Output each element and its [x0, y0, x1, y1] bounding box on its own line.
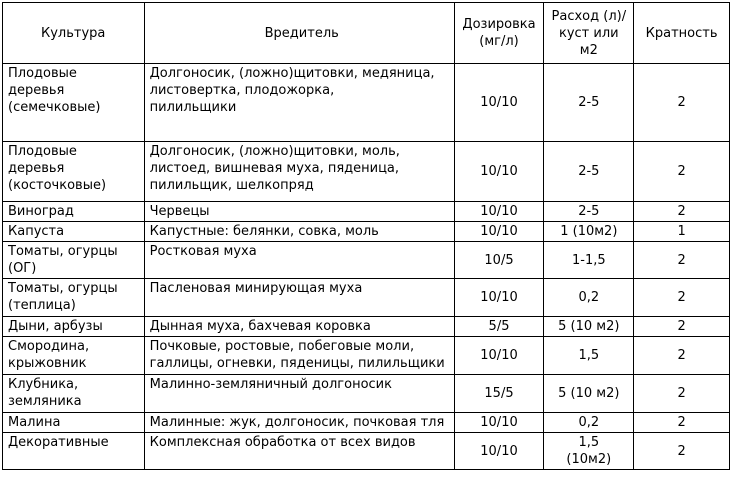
cell-pest [144, 142, 454, 202]
cell-culture-line: Смородина, [8, 339, 90, 354]
table-row [3, 242, 730, 279]
cell-consumption-line: 1 (10м2) [560, 224, 618, 239]
cell-frequency: 2 [634, 337, 730, 375]
cell-consumption [544, 433, 634, 470]
cell-pest-line: пилильщики [149, 100, 237, 115]
cell-dose: 10/10 [454, 64, 544, 142]
cell-culture [3, 64, 145, 142]
cell-culture-line: Плодовые [8, 144, 77, 159]
cell-pest [144, 337, 454, 375]
cell-consumption [544, 279, 634, 317]
cell-culture-line: (косточковые) [8, 178, 107, 193]
cell-dose: 10/10 [454, 433, 544, 470]
cell-culture [3, 222, 145, 242]
cell-dose: 10/10 [454, 142, 544, 202]
cell-culture-line: Клубника, [8, 377, 79, 392]
cell-pest-line: Дынная муха, бахчевая коровка [149, 319, 371, 334]
cell-pest-line: Долгоносик, (ложно)щитовки, моль, [149, 144, 400, 159]
header-dose-line: (мг/л) [479, 34, 519, 49]
table-row [3, 64, 730, 142]
cell-consumption [544, 413, 634, 433]
cell-consumption [544, 202, 634, 222]
cell-consumption-line: 5 (10 м2) [558, 386, 620, 401]
cell-culture-line: земляника [8, 394, 82, 409]
cell-dose: 10/10 [454, 337, 544, 375]
cell-culture-line: Капуста [8, 224, 65, 239]
cell-consumption-line: 2-5 [578, 204, 600, 219]
cell-consumption-line: 1,5 [578, 435, 600, 450]
cell-pest-line: пилильщик, шелкопряд [149, 178, 314, 193]
table-row [3, 317, 730, 337]
cell-pest-line: Комплексная обработка от всех видов [149, 435, 416, 450]
pesticide-table [2, 2, 730, 470]
cell-dose: 5/5 [454, 317, 544, 337]
cell-consumption-line: 0,2 [578, 415, 600, 430]
cell-culture-line: Томаты, огурцы [8, 281, 118, 296]
cell-culture [3, 142, 145, 202]
cell-consumption [544, 317, 634, 337]
header-frequency: Кратность [634, 3, 730, 64]
cell-culture-line: крыжовник [8, 356, 87, 371]
table-row [3, 337, 730, 375]
cell-consumption-line: 5 (10 м2) [558, 319, 620, 334]
table-header [3, 3, 730, 64]
cell-consumption [544, 337, 634, 375]
header-dose [454, 3, 544, 64]
cell-pest [144, 242, 454, 279]
cell-dose: 10/10 [454, 279, 544, 317]
header-consumption-line: или м2 [579, 25, 619, 58]
cell-culture-line: деревья [8, 161, 65, 176]
cell-dose: 10/10 [454, 222, 544, 242]
cell-frequency: 2 [634, 279, 730, 317]
cell-pest-line: листоед, вишневая муха, пяденица, [149, 161, 400, 176]
cell-dose: 10/5 [454, 242, 544, 279]
cell-pest-line: галлицы, огневки, пяденицы, пилильщики [149, 356, 445, 371]
cell-frequency: 2 [634, 375, 730, 413]
cell-culture [3, 202, 145, 222]
cell-dose: 10/10 [454, 202, 544, 222]
cell-consumption [544, 142, 634, 202]
cell-culture-line: Малина [8, 415, 61, 430]
cell-culture-line: деревья [8, 83, 65, 98]
cell-pest [144, 279, 454, 317]
cell-consumption-line: (10м2) [566, 452, 612, 467]
cell-pest [144, 64, 454, 142]
cell-consumption [544, 222, 634, 242]
header-pest: Вредитель [144, 3, 454, 64]
cell-consumption [544, 242, 634, 279]
cell-culture-line: Томаты, огурцы [8, 244, 118, 259]
cell-consumption [544, 64, 634, 142]
cell-pest [144, 433, 454, 470]
cell-frequency: 2 [634, 413, 730, 433]
cell-pest [144, 413, 454, 433]
header-dose-line: Дозировка [462, 17, 536, 32]
cell-pest [144, 375, 454, 413]
cell-pest [144, 202, 454, 222]
cell-consumption [544, 375, 634, 413]
cell-pest-line: Червецы [149, 204, 210, 219]
cell-pest [144, 317, 454, 337]
cell-culture [3, 337, 145, 375]
cell-frequency: 2 [634, 202, 730, 222]
cell-consumption-line: 2-5 [578, 164, 600, 179]
cell-dose: 15/5 [454, 375, 544, 413]
cell-pest [144, 222, 454, 242]
cell-frequency: 2 [634, 317, 730, 337]
cell-frequency: 1 [634, 222, 730, 242]
cell-culture [3, 279, 145, 317]
cell-culture [3, 242, 145, 279]
table-row [3, 433, 730, 470]
cell-consumption-line: 1-1,5 [571, 252, 606, 268]
header-consumption-line: (л)/куст [558, 8, 627, 41]
table-row [3, 413, 730, 433]
header-culture: Культура [3, 3, 145, 64]
table-row [3, 375, 730, 413]
cell-consumption-line: 2-5 [578, 95, 600, 110]
cell-pest-line: Пасленовая минирующая муха [149, 281, 363, 296]
cell-culture [3, 317, 145, 337]
table-row [3, 202, 730, 222]
cell-dose: 10/10 [454, 413, 544, 433]
cell-consumption-line: 1,5 [578, 348, 600, 363]
header-consumption [544, 3, 634, 64]
cell-culture [3, 413, 145, 433]
cell-culture [3, 375, 145, 413]
cell-culture-line: Дыни, арбузы [8, 319, 103, 334]
cell-frequency: 2 [634, 433, 730, 470]
cell-consumption-line: 0,2 [578, 290, 600, 305]
cell-pest-line: Почковые, ростовые, побеговые моли, [149, 339, 415, 354]
table-row [3, 222, 730, 242]
header-consumption-line: Расход [551, 8, 600, 24]
cell-culture-line: (ОГ) [8, 261, 37, 276]
cell-frequency: 2 [634, 64, 730, 142]
cell-pest-line: Ростковая муха [149, 244, 257, 259]
cell-culture-line: (семечковые) [8, 100, 101, 115]
cell-pest-line: Малинные: жук, долгоносик, почковая тля [149, 415, 445, 430]
cell-pest-line: Долгоносик, (ложно)щитовки, медяница, [149, 66, 435, 81]
cell-frequency: 2 [634, 242, 730, 279]
table-body [3, 64, 730, 470]
cell-culture-line: (теплица) [8, 298, 76, 313]
cell-pest-line: листовертка, плодожорка, [149, 83, 335, 98]
cell-culture-line: Декоративные [8, 435, 109, 450]
table-row [3, 142, 730, 202]
table-row [3, 279, 730, 317]
cell-frequency: 2 [634, 142, 730, 202]
cell-pest-line: Капустные: белянки, совка, моль [149, 224, 379, 239]
cell-pest-line: Малинно-земляничный долгоносик [149, 377, 392, 392]
cell-culture-line: Виноград [8, 204, 74, 219]
cell-culture [3, 433, 145, 470]
cell-culture-line: Плодовые [8, 66, 77, 81]
